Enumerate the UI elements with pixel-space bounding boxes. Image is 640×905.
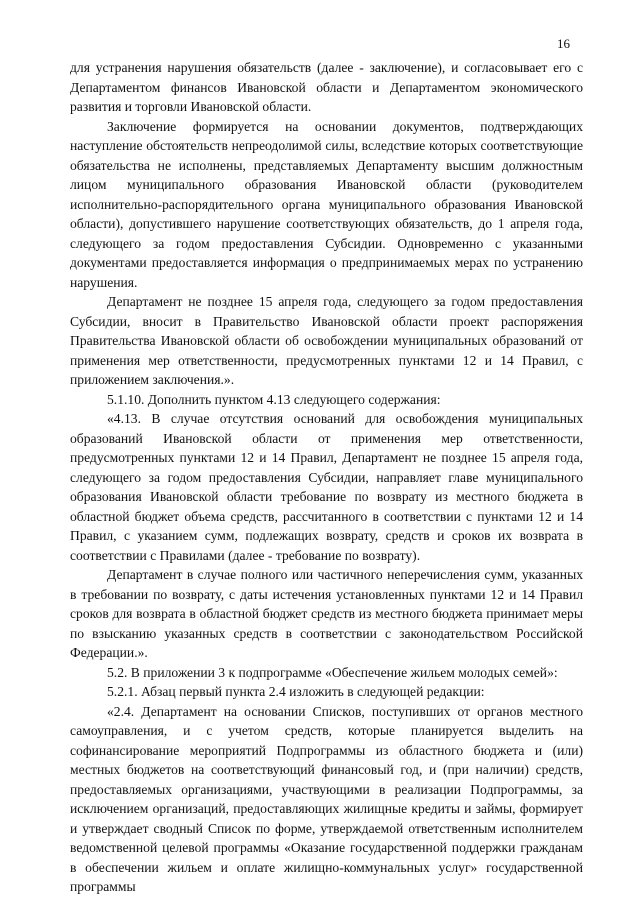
paragraph: Департамент не позднее 15 апреля года, следующего за годом предоставления Субсидии, вносит в Правительство Ивановской области проект распоряжения Правительства Ивановской области об освобождении муниципальных образований от применения мер ответственности, предусмотренных пунктами 12 и 14 Правил, с приложением заключения.».: [70, 294, 583, 387]
document-body: [70, 58, 583, 897]
paragraph: «2.4. Департамент на основании Списков, поступивших от органов местного самоуправления, и с учетом средств, которые планируется выделить на софинансирование мероприятий Подпрограммы из областного бюджета и (или) местных бюджетов на соответствующий финансовый год, и (при наличии) средств, предоставляемых организациями, участвующими в реализации Подпрограммы, за исключением организаций, предоставляющих жилищные кредиты и займы, формирует и утверждает сводный Список по форме, утверждаемой ответственным исполнителем ведомственной целевой программы «Оказание государственной поддержки гражданам в обеспечении жильем и оплате жилищно-коммунальных услуг» государственной программы: [70, 703, 583, 894]
paragraph: 5.1.10. Дополнить пунктом 4.13 следующего содержания:: [107, 391, 441, 407]
page-number: 16: [557, 36, 570, 51]
paragraph: «4.13. В случае отсутствия оснований для освобождения муниципальных образований Ивановской области от применения мер ответственности, предусмотренных пунктами 12 и 14 Правил, Департамент не позднее 15 апреля года, следующего за годом предоставления Субсидии, направляет главе муниципального образования Ивановской области требование по возврату из местного бюджета в областной бюджет объема средств, рассчитанного в соответствии с пунктами 12 и 14 Правил, с указанием сумм, подлежащих возврату, средств и сроков их возврата в соответствии с Правилами (далее - требование по возврату).: [70, 411, 583, 563]
paragraph: 5.2. В приложении 3 к подпрограмме «Обеспечение жильем молодых семей»:: [107, 664, 558, 680]
paragraph: Департамент в случае полного или частичного неперечисления сумм, указанных в требовании по возврату, с даты истечения установленных пунктами 12 и 14 Правил сроков для возврата в областной бюджет средств из местного бюджета принимает меры по взысканию указанных средств в соответствии с законодательством Российской Федерации.».: [70, 567, 583, 660]
paragraph: 5.2.1. Абзац первый пункта 2.4 изложить в следующей редакции:: [107, 684, 485, 699]
paragraph: Заключение формируется на основании документов, подтверждающих наступление обстоятельств непреодолимой силы, вследствие которых соответствующие обязательства не исполнены, представляемых Департаменту высшим должностным лицом муниципального образования Ивановской области (руководителем исполнительно-распорядительного органа муниципального образования Ивановской области), допустившего нарушение соответствующих обязательств, до 1 апреля года, следующего за годом предоставления Субсидии. Одновременно с указанными документами предоставляется информация о предпринимаемых мерах по устранению нарушения.: [70, 118, 583, 290]
paragraph: для устранения нарушения обязательств (далее - заключение), и согласовывает его с Департаментом финансов Ивановской области и Департаментом экономического развития и торговли Ивановской области.: [70, 60, 583, 114]
